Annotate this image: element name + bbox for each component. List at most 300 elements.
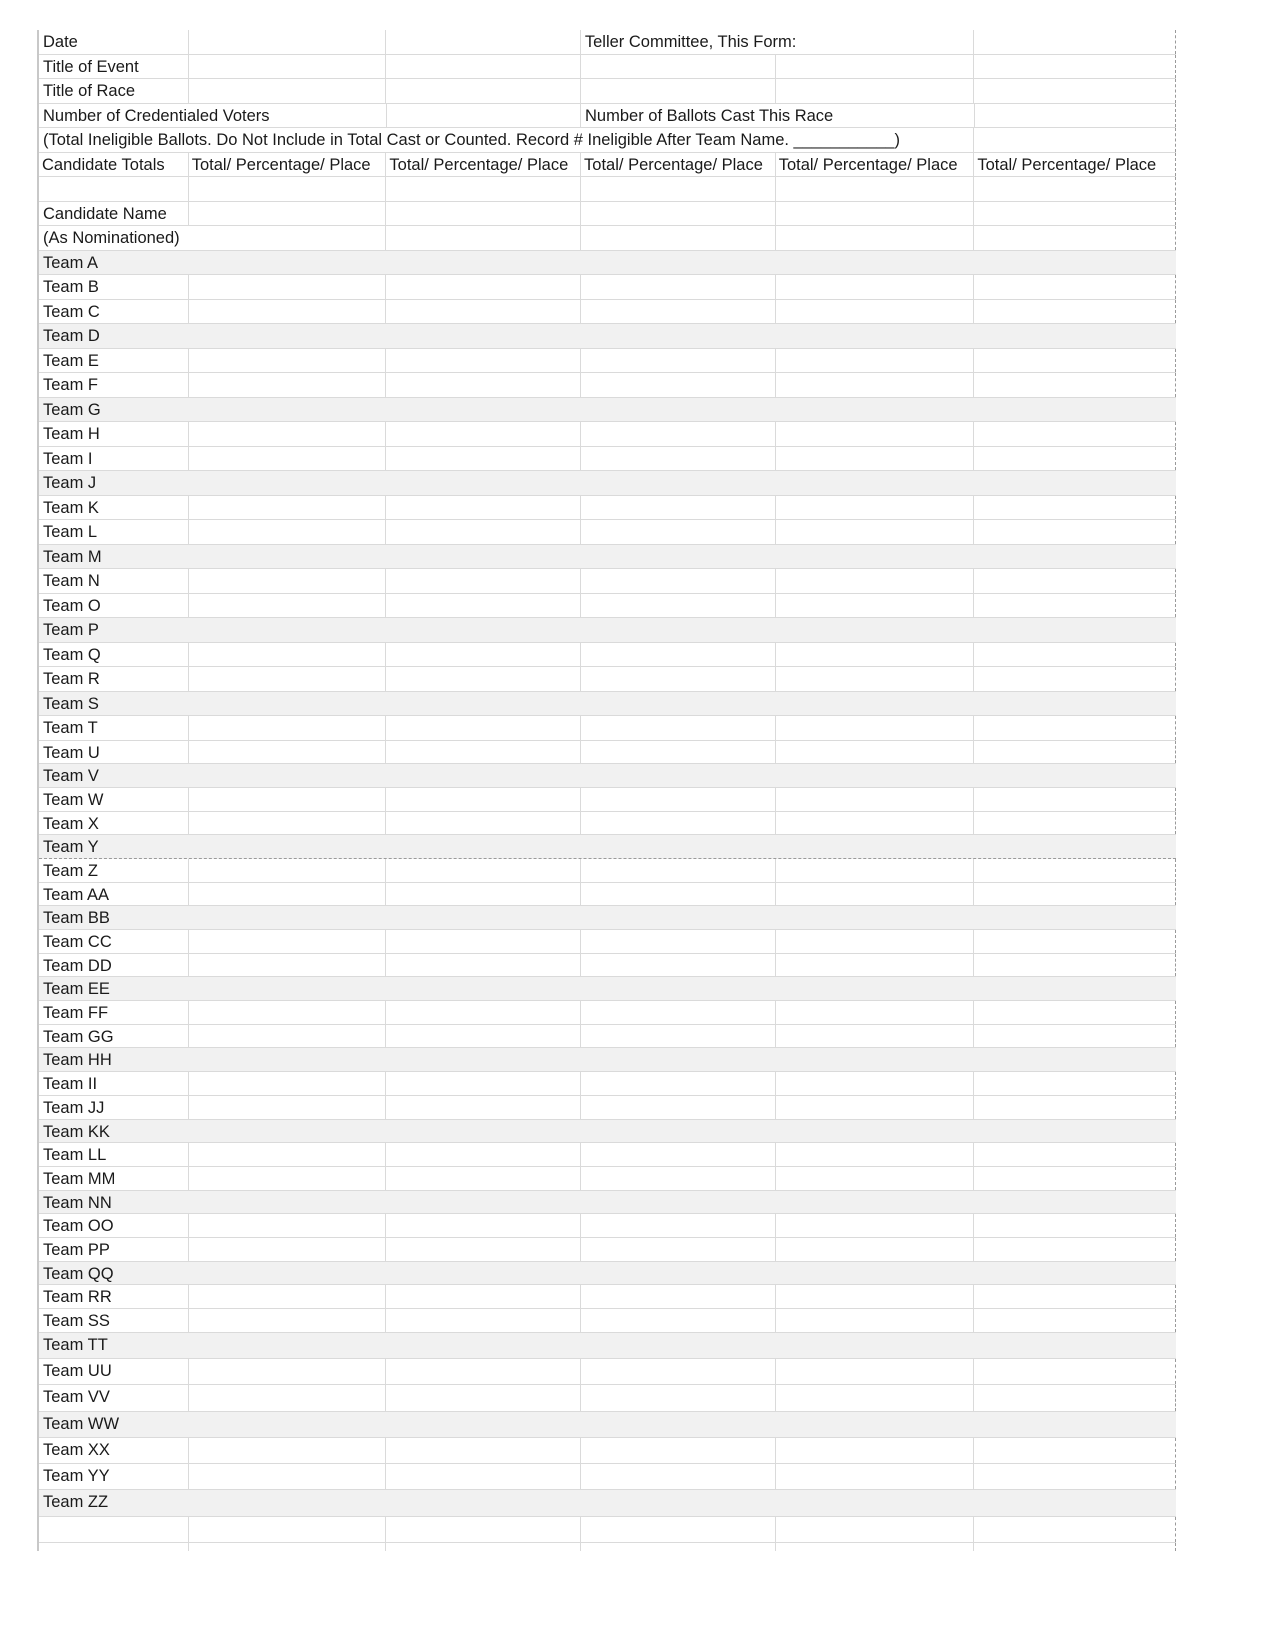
result-cell-col-5[interactable] (974, 883, 1176, 906)
result-cell-col-4[interactable] (776, 1191, 975, 1214)
result-cell-col-2[interactable] (386, 954, 581, 977)
result-cell-col-1[interactable] (189, 788, 387, 811)
result-cell-col-2[interactable] (386, 1214, 581, 1237)
result-cell-col-1[interactable] (189, 594, 387, 618)
result-cell-col-5[interactable] (974, 1191, 1176, 1214)
result-cell-col-4[interactable] (776, 835, 975, 858)
result-cell-col-2[interactable] (386, 1438, 581, 1463)
blank-cell[interactable] (189, 1517, 387, 1542)
result-cell-col-4[interactable] (776, 906, 975, 929)
result-cell-col-4[interactable] (776, 1214, 975, 1237)
result-cell-col-2[interactable] (386, 447, 581, 471)
result-cell-col-5[interactable] (974, 373, 1176, 397)
result-cell-col-3[interactable] (581, 1001, 776, 1024)
result-cell-col-2[interactable] (386, 1238, 581, 1261)
result-cell-col-2[interactable] (386, 1490, 581, 1515)
result-cell-col-2[interactable] (386, 930, 581, 953)
result-cell-col-3[interactable] (581, 1072, 776, 1095)
race-title-cell-4[interactable] (776, 79, 975, 103)
result-cell-col-5[interactable] (974, 520, 1176, 544)
result-cell-col-5[interactable] (974, 1072, 1176, 1095)
result-cell-col-1[interactable] (189, 447, 387, 471)
result-cell-col-4[interactable] (776, 1048, 975, 1071)
result-cell-col-2[interactable] (386, 812, 581, 835)
result-cell-col-5[interactable] (974, 812, 1176, 835)
result-cell-col-1[interactable] (189, 1120, 387, 1143)
result-cell-col-3[interactable] (581, 1359, 776, 1384)
result-cell-col-4[interactable] (776, 954, 975, 977)
teller-committee-value[interactable] (776, 30, 975, 54)
result-cell-col-2[interactable] (386, 1096, 581, 1119)
blank-cell[interactable] (386, 1517, 581, 1542)
result-cell-col-1[interactable] (189, 275, 387, 299)
result-cell-col-1[interactable] (189, 398, 387, 422)
result-cell-col-5[interactable] (974, 496, 1176, 520)
result-cell-col-1[interactable] (189, 1072, 387, 1095)
result-cell-col-5[interactable] (974, 275, 1176, 299)
result-cell-col-5[interactable] (974, 667, 1176, 691)
result-cell-col-4[interactable] (776, 398, 975, 422)
result-cell-col-4[interactable] (776, 1438, 975, 1463)
result-cell-col-2[interactable] (386, 1025, 581, 1048)
result-cell-col-2[interactable] (386, 520, 581, 544)
result-cell-col-5[interactable] (974, 859, 1176, 882)
result-cell-col-5[interactable] (974, 1238, 1176, 1261)
result-cell-col-2[interactable] (386, 1385, 581, 1410)
result-cell-col-4[interactable] (776, 667, 975, 691)
blank-cell[interactable] (581, 226, 776, 250)
result-cell-col-3[interactable] (581, 1025, 776, 1048)
result-cell-col-3[interactable] (581, 1385, 776, 1410)
race-title-cell[interactable] (189, 79, 387, 103)
blank-cell[interactable] (974, 226, 1176, 250)
result-cell-col-3[interactable] (581, 545, 776, 569)
race-title-cell-3[interactable] (581, 79, 776, 103)
teller-committee-value-2[interactable] (974, 30, 1176, 54)
result-cell-col-5[interactable] (974, 788, 1176, 811)
result-cell-col-4[interactable] (776, 1001, 975, 1024)
result-cell-col-4[interactable] (776, 618, 975, 642)
result-cell-col-5[interactable] (974, 1285, 1176, 1308)
result-cell-col-3[interactable] (581, 300, 776, 324)
result-cell-col-1[interactable] (189, 1438, 387, 1463)
result-cell-col-1[interactable] (189, 1490, 387, 1515)
result-cell-col-1[interactable] (189, 643, 387, 667)
result-cell-col-4[interactable] (776, 1464, 975, 1489)
result-cell-col-1[interactable] (189, 812, 387, 835)
result-cell-col-2[interactable] (386, 398, 581, 422)
result-cell-col-2[interactable] (386, 667, 581, 691)
result-cell-col-1[interactable] (189, 906, 387, 929)
result-cell-col-5[interactable] (974, 835, 1176, 858)
result-cell-col-2[interactable] (386, 373, 581, 397)
result-cell-col-4[interactable] (776, 373, 975, 397)
result-cell-col-5[interactable] (974, 741, 1176, 764)
result-cell-col-3[interactable] (581, 1120, 776, 1143)
blank-cell[interactable] (776, 226, 975, 250)
result-cell-col-1[interactable] (189, 1238, 387, 1261)
result-cell-col-2[interactable] (386, 349, 581, 373)
result-cell-col-2[interactable] (386, 788, 581, 811)
result-cell-col-5[interactable] (974, 594, 1176, 618)
blank-cell[interactable] (581, 177, 776, 201)
result-cell-col-4[interactable] (776, 788, 975, 811)
blank-cell[interactable] (39, 177, 189, 201)
result-cell-col-5[interactable] (974, 764, 1176, 787)
ballots-cast-value[interactable] (975, 104, 1176, 128)
result-cell-col-3[interactable] (581, 859, 776, 882)
result-cell-col-3[interactable] (581, 1143, 776, 1166)
result-cell-col-4[interactable] (776, 1143, 975, 1166)
blank-cell[interactable] (189, 177, 387, 201)
result-cell-col-3[interactable] (581, 1464, 776, 1489)
result-cell-col-3[interactable] (581, 275, 776, 299)
result-cell-col-1[interactable] (189, 1191, 387, 1214)
result-cell-col-5[interactable] (974, 1214, 1176, 1237)
blank-cell[interactable] (974, 202, 1176, 226)
result-cell-col-2[interactable] (386, 643, 581, 667)
result-cell-col-2[interactable] (386, 618, 581, 642)
result-cell-col-4[interactable] (776, 594, 975, 618)
result-cell-col-5[interactable] (974, 1120, 1176, 1143)
result-cell-col-4[interactable] (776, 349, 975, 373)
result-cell-col-3[interactable] (581, 1238, 776, 1261)
result-cell-col-5[interactable] (974, 618, 1176, 642)
result-cell-col-2[interactable] (386, 300, 581, 324)
result-cell-col-3[interactable] (581, 692, 776, 716)
result-cell-col-1[interactable] (189, 1214, 387, 1237)
blank-cell[interactable] (776, 202, 975, 226)
result-cell-col-1[interactable] (189, 1167, 387, 1190)
result-cell-col-3[interactable] (581, 643, 776, 667)
result-cell-col-4[interactable] (776, 859, 975, 882)
result-cell-col-4[interactable] (776, 930, 975, 953)
result-cell-col-3[interactable] (581, 788, 776, 811)
result-cell-col-3[interactable] (581, 1285, 776, 1308)
event-title-cell-3[interactable] (581, 55, 776, 79)
result-cell-col-1[interactable] (189, 1333, 387, 1358)
result-cell-col-2[interactable] (386, 1285, 581, 1308)
result-cell-col-2[interactable] (386, 883, 581, 906)
result-cell-col-3[interactable] (581, 1262, 776, 1285)
result-cell-col-3[interactable] (581, 569, 776, 593)
result-cell-col-1[interactable] (189, 835, 387, 858)
result-cell-col-2[interactable] (386, 692, 581, 716)
result-cell-col-1[interactable] (189, 692, 387, 716)
result-cell-col-5[interactable] (974, 1385, 1176, 1410)
result-cell-col-3[interactable] (581, 594, 776, 618)
result-cell-col-1[interactable] (189, 1143, 387, 1166)
result-cell-col-4[interactable] (776, 1285, 975, 1308)
result-cell-col-2[interactable] (386, 906, 581, 929)
result-cell-col-3[interactable] (581, 1167, 776, 1190)
result-cell-col-3[interactable] (581, 1333, 776, 1358)
result-cell-col-5[interactable] (974, 1309, 1176, 1332)
result-cell-col-2[interactable] (386, 977, 581, 1000)
result-cell-col-2[interactable] (386, 741, 581, 764)
result-cell-col-1[interactable] (189, 1464, 387, 1489)
result-cell-col-1[interactable] (189, 883, 387, 906)
blank-cell[interactable] (776, 177, 975, 201)
blank-cell[interactable] (386, 202, 581, 226)
date-value-cell[interactable] (189, 30, 387, 54)
event-title-cell-2[interactable] (386, 55, 581, 79)
result-cell-col-1[interactable] (189, 1001, 387, 1024)
result-cell-col-2[interactable] (386, 324, 581, 348)
event-title-cell[interactable] (189, 55, 387, 79)
result-cell-col-4[interactable] (776, 1333, 975, 1358)
result-cell-col-3[interactable] (581, 977, 776, 1000)
result-cell-col-1[interactable] (189, 859, 387, 882)
result-cell-col-4[interactable] (776, 1167, 975, 1190)
result-cell-col-5[interactable] (974, 906, 1176, 929)
result-cell-col-1[interactable] (189, 618, 387, 642)
result-cell-col-5[interactable] (974, 1333, 1176, 1358)
result-cell-col-4[interactable] (776, 716, 975, 740)
result-cell-col-5[interactable] (974, 422, 1176, 446)
result-cell-col-5[interactable] (974, 977, 1176, 1000)
result-cell-col-5[interactable] (974, 954, 1176, 977)
race-title-cell-5[interactable] (974, 79, 1176, 103)
result-cell-col-2[interactable] (386, 1120, 581, 1143)
result-cell-col-5[interactable] (974, 1048, 1176, 1071)
result-cell-col-1[interactable] (189, 373, 387, 397)
result-cell-col-3[interactable] (581, 1309, 776, 1332)
result-cell-col-5[interactable] (974, 569, 1176, 593)
result-cell-col-2[interactable] (386, 471, 581, 495)
result-cell-col-5[interactable] (974, 447, 1176, 471)
result-cell-col-1[interactable] (189, 300, 387, 324)
result-cell-col-1[interactable] (189, 1025, 387, 1048)
result-cell-col-3[interactable] (581, 930, 776, 953)
result-cell-col-2[interactable] (386, 1191, 581, 1214)
result-cell-col-4[interactable] (776, 764, 975, 787)
result-cell-col-4[interactable] (776, 883, 975, 906)
result-cell-col-1[interactable] (189, 251, 387, 275)
result-cell-col-3[interactable] (581, 1048, 776, 1071)
result-cell-col-4[interactable] (776, 471, 975, 495)
result-cell-col-3[interactable] (581, 1191, 776, 1214)
result-cell-col-5[interactable] (974, 1096, 1176, 1119)
result-cell-col-1[interactable] (189, 545, 387, 569)
result-cell-col-3[interactable] (581, 1214, 776, 1237)
blank-cell[interactable] (39, 1517, 189, 1542)
result-cell-col-3[interactable] (581, 496, 776, 520)
result-cell-col-4[interactable] (776, 1262, 975, 1285)
blank-cell[interactable] (974, 177, 1176, 201)
result-cell-col-5[interactable] (974, 1359, 1176, 1384)
result-cell-col-4[interactable] (776, 1238, 975, 1261)
blank-cell[interactable] (386, 177, 581, 201)
result-cell-col-2[interactable] (386, 1333, 581, 1358)
result-cell-col-2[interactable] (386, 859, 581, 882)
result-cell-col-3[interactable] (581, 835, 776, 858)
result-cell-col-3[interactable] (581, 741, 776, 764)
result-cell-col-5[interactable] (974, 349, 1176, 373)
blank-cell[interactable] (974, 1517, 1176, 1542)
result-cell-col-4[interactable] (776, 569, 975, 593)
result-cell-col-4[interactable] (776, 1412, 975, 1437)
event-title-cell-4[interactable] (776, 55, 975, 79)
date-value-cell-2[interactable] (386, 30, 581, 54)
result-cell-col-2[interactable] (386, 716, 581, 740)
result-cell-col-1[interactable] (189, 569, 387, 593)
result-cell-col-3[interactable] (581, 422, 776, 446)
result-cell-col-1[interactable] (189, 977, 387, 1000)
result-cell-col-1[interactable] (189, 667, 387, 691)
result-cell-col-5[interactable] (974, 692, 1176, 716)
result-cell-col-1[interactable] (189, 349, 387, 373)
result-cell-col-2[interactable] (386, 1464, 581, 1489)
result-cell-col-1[interactable] (189, 1096, 387, 1119)
result-cell-col-3[interactable] (581, 883, 776, 906)
result-cell-col-5[interactable] (974, 1464, 1176, 1489)
result-cell-col-2[interactable] (386, 496, 581, 520)
result-cell-col-2[interactable] (386, 1143, 581, 1166)
result-cell-col-5[interactable] (974, 545, 1176, 569)
blank-cell[interactable] (581, 1517, 776, 1542)
result-cell-col-2[interactable] (386, 422, 581, 446)
result-cell-col-1[interactable] (189, 496, 387, 520)
blank-cell[interactable] (386, 226, 581, 250)
result-cell-col-2[interactable] (386, 1309, 581, 1332)
result-cell-col-3[interactable] (581, 812, 776, 835)
result-cell-col-2[interactable] (386, 1048, 581, 1071)
result-cell-col-5[interactable] (974, 1025, 1176, 1048)
result-cell-col-5[interactable] (974, 1262, 1176, 1285)
result-cell-col-2[interactable] (386, 1262, 581, 1285)
ineligible-value[interactable] (974, 128, 1176, 152)
result-cell-col-4[interactable] (776, 520, 975, 544)
result-cell-col-1[interactable] (189, 1385, 387, 1410)
result-cell-col-4[interactable] (776, 977, 975, 1000)
result-cell-col-3[interactable] (581, 251, 776, 275)
result-cell-col-2[interactable] (386, 1359, 581, 1384)
result-cell-col-2[interactable] (386, 275, 581, 299)
result-cell-col-4[interactable] (776, 1385, 975, 1410)
result-cell-col-4[interactable] (776, 643, 975, 667)
result-cell-col-4[interactable] (776, 1096, 975, 1119)
result-cell-col-5[interactable] (974, 716, 1176, 740)
result-cell-col-5[interactable] (974, 1001, 1176, 1024)
result-cell-col-4[interactable] (776, 447, 975, 471)
result-cell-col-4[interactable] (776, 1120, 975, 1143)
result-cell-col-2[interactable] (386, 1412, 581, 1437)
result-cell-col-5[interactable] (974, 1143, 1176, 1166)
result-cell-col-4[interactable] (776, 1359, 975, 1384)
result-cell-col-2[interactable] (386, 569, 581, 593)
result-cell-col-3[interactable] (581, 1490, 776, 1515)
result-cell-col-4[interactable] (776, 275, 975, 299)
result-cell-col-3[interactable] (581, 520, 776, 544)
result-cell-col-3[interactable] (581, 398, 776, 422)
result-cell-col-5[interactable] (974, 1167, 1176, 1190)
result-cell-col-5[interactable] (974, 930, 1176, 953)
result-cell-col-3[interactable] (581, 349, 776, 373)
result-cell-col-3[interactable] (581, 373, 776, 397)
result-cell-col-4[interactable] (776, 1025, 975, 1048)
result-cell-col-1[interactable] (189, 716, 387, 740)
race-title-cell-2[interactable] (386, 79, 581, 103)
result-cell-col-3[interactable] (581, 1096, 776, 1119)
result-cell-col-4[interactable] (776, 812, 975, 835)
result-cell-col-3[interactable] (581, 764, 776, 787)
result-cell-col-1[interactable] (189, 324, 387, 348)
result-cell-col-4[interactable] (776, 1490, 975, 1515)
blank-cell[interactable] (581, 202, 776, 226)
result-cell-col-4[interactable] (776, 545, 975, 569)
result-cell-col-2[interactable] (386, 1072, 581, 1095)
result-cell-col-2[interactable] (386, 1167, 581, 1190)
result-cell-col-2[interactable] (386, 835, 581, 858)
result-cell-col-3[interactable] (581, 1438, 776, 1463)
result-cell-col-3[interactable] (581, 667, 776, 691)
result-cell-col-5[interactable] (974, 1412, 1176, 1437)
result-cell-col-1[interactable] (189, 471, 387, 495)
result-cell-col-5[interactable] (974, 643, 1176, 667)
blank-cell[interactable] (189, 226, 387, 250)
result-cell-col-3[interactable] (581, 906, 776, 929)
result-cell-col-4[interactable] (776, 300, 975, 324)
result-cell-col-5[interactable] (974, 251, 1176, 275)
result-cell-col-5[interactable] (974, 398, 1176, 422)
result-cell-col-1[interactable] (189, 1262, 387, 1285)
event-title-cell-5[interactable] (974, 55, 1176, 79)
result-cell-col-5[interactable] (974, 471, 1176, 495)
team-row (39, 569, 1176, 594)
result-cell-col-4[interactable] (776, 496, 975, 520)
result-cell-col-2[interactable] (386, 545, 581, 569)
result-cell-col-1[interactable] (189, 520, 387, 544)
result-cell-col-4[interactable] (776, 1072, 975, 1095)
result-cell-col-5[interactable] (974, 1490, 1176, 1515)
result-cell-col-1[interactable] (189, 930, 387, 953)
result-cell-col-3[interactable] (581, 618, 776, 642)
result-cell-col-3[interactable] (581, 471, 776, 495)
blank-cell[interactable] (776, 1517, 975, 1542)
result-cell-col-3[interactable] (581, 1412, 776, 1437)
result-cell-col-5[interactable] (974, 1438, 1176, 1463)
blank-cell[interactable] (189, 202, 387, 226)
result-cell-col-1[interactable] (189, 1359, 387, 1384)
result-cell-col-3[interactable] (581, 716, 776, 740)
result-cell-col-4[interactable] (776, 692, 975, 716)
result-cell-col-4[interactable] (776, 1309, 975, 1332)
result-cell-col-2[interactable] (386, 1001, 581, 1024)
result-cell-col-4[interactable] (776, 251, 975, 275)
result-cell-col-1[interactable] (189, 954, 387, 977)
result-cell-col-1[interactable] (189, 1285, 387, 1308)
result-cell-col-1[interactable] (189, 764, 387, 787)
result-cell-col-4[interactable] (776, 324, 975, 348)
result-cell-col-3[interactable] (581, 324, 776, 348)
result-cell-col-2[interactable] (386, 764, 581, 787)
result-cell-col-1[interactable] (189, 741, 387, 764)
result-cell-col-1[interactable] (189, 1048, 387, 1071)
result-cell-col-1[interactable] (189, 1309, 387, 1332)
result-cell-col-2[interactable] (386, 594, 581, 618)
result-cell-col-1[interactable] (189, 1412, 387, 1437)
result-cell-col-3[interactable] (581, 954, 776, 977)
result-cell-col-3[interactable] (581, 447, 776, 471)
result-cell-col-2[interactable] (386, 251, 581, 275)
result-cell-col-4[interactable] (776, 422, 975, 446)
result-cell-col-1[interactable] (189, 422, 387, 446)
result-cell-col-5[interactable] (974, 324, 1176, 348)
result-cell-col-4[interactable] (776, 741, 975, 764)
result-cell-col-5[interactable] (974, 300, 1176, 324)
credentialed-voters-value[interactable] (387, 104, 582, 128)
